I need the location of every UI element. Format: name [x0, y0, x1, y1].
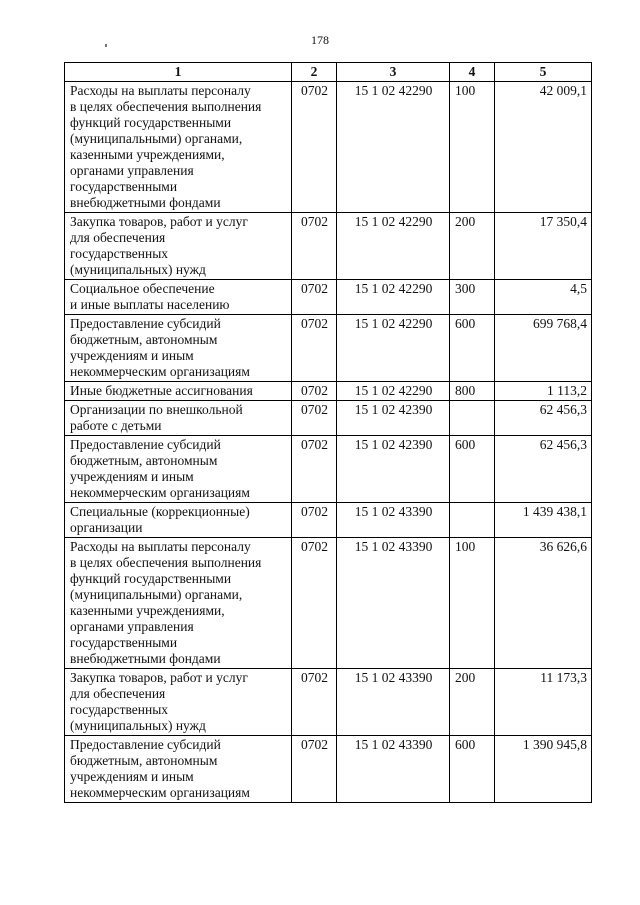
expense-name-cell: [65, 315, 292, 382]
expense-name-line: (муниципальных) нужд: [70, 262, 206, 277]
expense-name-line: организации: [70, 520, 143, 535]
amount-cell: 1 113,2: [495, 382, 592, 401]
amount-cell: 36 626,6: [495, 538, 592, 669]
expense-name-line: Предоставление субсидий: [70, 316, 221, 331]
section-code-cell: 0702: [292, 538, 337, 669]
budget-table: [64, 62, 592, 803]
amount-cell: 4,5: [495, 280, 592, 315]
section-code-cell: 0702: [292, 401, 337, 436]
table-row: [65, 736, 592, 803]
amount-cell: 62 456,3: [495, 401, 592, 436]
expense-name-line: государственными: [70, 179, 178, 194]
amount-cell: 699 768,4: [495, 315, 592, 382]
expense-name-line: казенными учреждениями,: [70, 603, 225, 618]
expense-name-line: Расходы на выплаты персоналу: [70, 539, 251, 554]
target-article-cell: 15 1 02 42290: [337, 382, 450, 401]
expense-name-line: государственных: [70, 246, 169, 261]
expense-type-cell: 200: [450, 213, 495, 280]
target-article-cell: 15 1 02 42290: [337, 315, 450, 382]
expense-name-line: (муниципальными) органами,: [70, 587, 243, 602]
table-row: [65, 401, 592, 436]
section-code-cell: 0702: [292, 315, 337, 382]
expense-name-line: Иные бюджетные ассигнования: [70, 383, 253, 398]
table-row: [65, 213, 592, 280]
expense-name-line: функций государственными: [70, 115, 232, 130]
expense-name-line: некоммерческим организациям: [70, 785, 250, 800]
expense-name-line: Предоставление субсидий: [70, 737, 221, 752]
expense-type-cell: 600: [450, 736, 495, 803]
table-row: [65, 280, 592, 315]
expense-name-line: функций государственными: [70, 571, 232, 586]
expense-name-line: (муниципальных) нужд: [70, 718, 206, 733]
expense-type-cell: [450, 401, 495, 436]
expense-type-cell: 100: [450, 538, 495, 669]
table-row: [65, 669, 592, 736]
expense-name-cell: [65, 436, 292, 503]
section-code-cell: 0702: [292, 436, 337, 503]
expense-name-line: Закупка товаров, работ и услуг: [70, 214, 248, 229]
expense-name-line: (муниципальными) органами,: [70, 131, 243, 146]
expense-name-cell: [65, 382, 292, 401]
expense-type-cell: 300: [450, 280, 495, 315]
expense-type-cell: 600: [450, 315, 495, 382]
target-article-cell: 15 1 02 42290: [337, 82, 450, 213]
expense-name-line: государственных: [70, 702, 169, 717]
expense-name-line: казенными учреждениями,: [70, 147, 225, 162]
section-code-cell: 0702: [292, 503, 337, 538]
expense-name-line: Расходы на выплаты персоналу: [70, 83, 251, 98]
section-code-cell: 0702: [292, 213, 337, 280]
target-article-cell: 15 1 02 43390: [337, 669, 450, 736]
target-article-cell: 15 1 02 42390: [337, 436, 450, 503]
expense-type-cell: 600: [450, 436, 495, 503]
table-row: [65, 503, 592, 538]
expense-name-cell: [65, 538, 292, 669]
header-col-4: 4: [450, 63, 495, 82]
page-number: 178: [311, 33, 329, 47]
expense-name-cell: [65, 401, 292, 436]
target-article-cell: 15 1 02 43390: [337, 503, 450, 538]
table-row: [65, 315, 592, 382]
expense-type-cell: [450, 503, 495, 538]
expense-name-line: внебюджетными фондами: [70, 195, 221, 210]
target-article-cell: 15 1 02 43390: [337, 538, 450, 669]
expense-name-cell: [65, 213, 292, 280]
expense-name-line: некоммерческим организациям: [70, 485, 250, 500]
header-col-1: 1: [65, 63, 292, 82]
expense-name-line: Предоставление субсидий: [70, 437, 221, 452]
expense-type-cell: 100: [450, 82, 495, 213]
expense-type-cell: 800: [450, 382, 495, 401]
expense-name-line: для обеспечения: [70, 686, 166, 701]
section-code-cell: 0702: [292, 382, 337, 401]
expense-name-line: некоммерческим организациям: [70, 364, 250, 379]
expense-name-cell: [65, 280, 292, 315]
expense-name-cell: [65, 82, 292, 213]
expense-name-line: работе с детьми: [70, 418, 162, 433]
expense-name-line: государственными: [70, 635, 178, 650]
section-code-cell: 0702: [292, 280, 337, 315]
section-code-cell: 0702: [292, 736, 337, 803]
header-col-3: 3: [337, 63, 450, 82]
scan-mark: [105, 44, 107, 47]
expense-name-line: бюджетным, автономным: [70, 453, 218, 468]
table-row: [65, 82, 592, 213]
table-row: [65, 538, 592, 669]
section-code-cell: 0702: [292, 82, 337, 213]
expense-name-line: органами управления: [70, 163, 194, 178]
expense-name-line: Организации по внешкольной: [70, 402, 243, 417]
header-col-5: 5: [495, 63, 592, 82]
amount-cell: 62 456,3: [495, 436, 592, 503]
amount-cell: 1 439 438,1: [495, 503, 592, 538]
amount-cell: 1 390 945,8: [495, 736, 592, 803]
expense-name-line: Социальное обеспечение: [70, 281, 215, 296]
expense-name-line: для обеспечения: [70, 230, 166, 245]
expense-name-cell: [65, 736, 292, 803]
expense-name-line: в целях обеспечения выполнения: [70, 555, 262, 570]
table-row: [65, 436, 592, 503]
expense-name-line: в целях обеспечения выполнения: [70, 99, 262, 114]
expense-name-line: учреждениям и иным: [70, 469, 194, 484]
expense-name-line: Специальные (коррекционные): [70, 504, 250, 519]
target-article-cell: 15 1 02 42290: [337, 213, 450, 280]
expense-type-cell: 200: [450, 669, 495, 736]
target-article-cell: 15 1 02 42290: [337, 280, 450, 315]
amount-cell: 42 009,1: [495, 82, 592, 213]
expense-name-line: органами управления: [70, 619, 194, 634]
table-row: [65, 382, 592, 401]
expense-name-cell: [65, 669, 292, 736]
expense-name-cell: [65, 503, 292, 538]
expense-name-line: Закупка товаров, работ и услуг: [70, 670, 248, 685]
target-article-cell: 15 1 02 42390: [337, 401, 450, 436]
target-article-cell: 15 1 02 43390: [337, 736, 450, 803]
expense-name-line: и иные выплаты населению: [70, 297, 230, 312]
expense-name-line: учреждениям и иным: [70, 348, 194, 363]
amount-cell: 17 350,4: [495, 213, 592, 280]
amount-cell: 11 173,3: [495, 669, 592, 736]
header-row: [65, 63, 592, 82]
expense-name-line: внебюджетными фондами: [70, 651, 221, 666]
expense-name-line: бюджетным, автономным: [70, 332, 218, 347]
table-body: [65, 82, 592, 803]
expense-name-line: бюджетным, автономным: [70, 753, 218, 768]
section-code-cell: 0702: [292, 669, 337, 736]
header-col-2: 2: [292, 63, 337, 82]
expense-name-line: учреждениям и иным: [70, 769, 194, 784]
